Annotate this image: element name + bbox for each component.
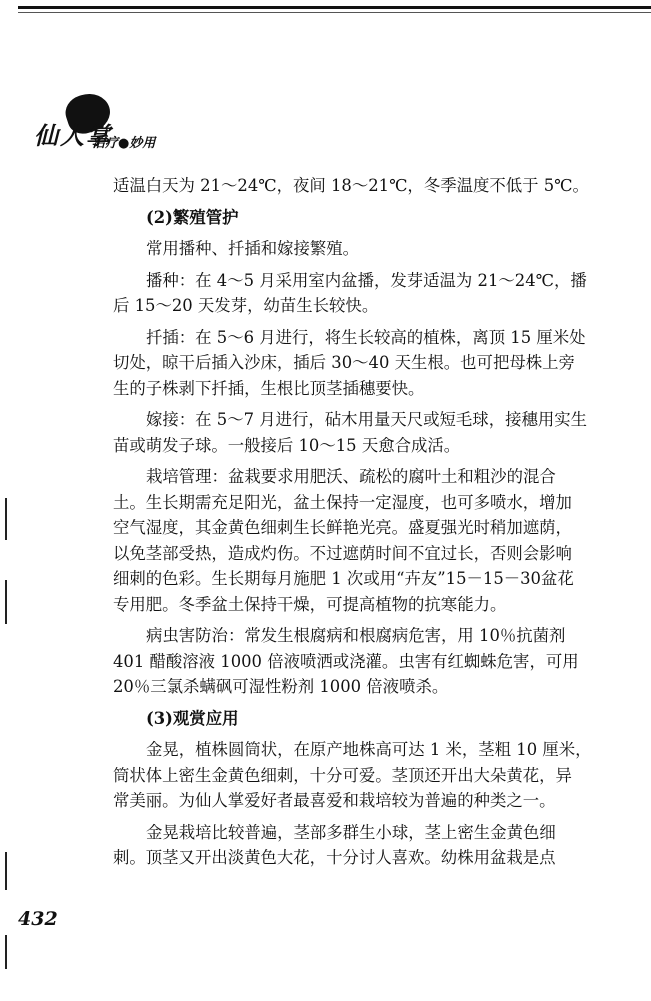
text-line: 病虫害防治：常发生根腐病和根腐病危害，用 10％抗菌剂	[146, 626, 566, 645]
text-line: 筒状体上密生金黄色细刺，十分可爱。茎顶还开出大朵黄花，异	[113, 765, 572, 785]
text-line: 土。生长期需充足阳光，盆土保持一定湿度，也可多喷水，增加	[113, 492, 572, 512]
text-line: 20％三氯杀螨砜可湿性粉剂 1000 倍液喷杀。	[113, 677, 449, 696]
paragraph	[113, 464, 593, 617]
text-line: 常用播种、扦插和嫁接繁殖。	[146, 239, 360, 258]
section-heading	[113, 205, 593, 231]
binding-edge-mark	[5, 935, 7, 969]
text-line: 刺。顶茎又开出淡黄色大花，十分讨人喜欢。幼株用盆栽是点	[113, 848, 556, 867]
text-line: 401 醋酸溶液 1000 倍液喷洒或浇灌。虫害有红蜘蛛危害，可用	[113, 651, 579, 671]
text-line: 扦插：在 5～6 月进行，将生长较高的植株，离顶 15 厘米处	[146, 327, 586, 347]
paragraph	[113, 820, 593, 871]
section-heading	[113, 706, 593, 732]
top-rule-thin	[18, 12, 651, 13]
paragraph	[113, 173, 593, 199]
binding-edge-mark	[5, 852, 7, 890]
text-line: 播种：在 4～5 月采用室内盆播，发芽适温为 21～24℃，播	[146, 270, 587, 290]
text-line: 常美丽。为仙人掌爱好者最喜爱和栽培较为普遍的种类之一。	[113, 791, 556, 810]
heading-propagation: (2)繁殖管护	[146, 207, 239, 227]
text-line: 金晃栽培比较普遍，茎部多群生小球，茎上密生金黄色细	[146, 822, 556, 842]
page-number: 432	[18, 908, 58, 930]
text-line: 以免茎部受热，造成灼伤。不过遮荫时间不宜过长，否则会影响	[113, 543, 572, 563]
paragraph	[113, 268, 593, 319]
heading-ornamental-use: (3)观赏应用	[146, 708, 239, 728]
paragraph	[113, 325, 593, 402]
book-title: 仙人掌	[34, 121, 112, 150]
binding-edge-mark	[5, 580, 7, 624]
page-body	[113, 173, 593, 877]
paragraph	[113, 737, 593, 814]
text-line: 金晃，植株圆筒状，在原产地株高可达 1 米，茎粗 10 厘米，	[146, 740, 592, 759]
text-line: 专用肥。冬季盆土保持干燥，可提高植物的抗寒能力。	[113, 594, 507, 614]
text-line: 后 15～20 天发芽，幼苗生长较快。	[113, 296, 379, 315]
book-header-logo	[14, 92, 214, 162]
text-line: 切处，晾干后插入沙床，插后 30～40 天生根。也可把母株上旁	[113, 353, 575, 372]
text-line: 嫁接：在 5～7 月进行，砧木用量天尺或短毛球，接穗用实生	[146, 410, 588, 429]
text-line: 苗或萌发子球。一般接后 10～15 天愈合成活。	[113, 435, 461, 455]
paragraph	[113, 623, 593, 700]
paragraph	[113, 236, 593, 262]
text-line: 生的子株剥下扦插，生根比顶茎插穗要快。	[113, 378, 425, 398]
text-line: 空气湿度，其金黄色细刺生长鲜艳光亮。盛夏强光时稍加遮荫，	[113, 518, 572, 537]
text-line: 细刺的色彩。生长期每月施肥 1 次或用“卉友”15－15－30盆花	[113, 569, 574, 588]
top-rule	[18, 6, 651, 9]
text-line: 适温白天为 21～24℃，夜间 18～21℃，冬季温度不低于 5℃。	[113, 176, 589, 195]
binding-edge-mark	[5, 498, 7, 540]
text-line: 栽培管理：盆栽要求用肥沃、疏松的腐叶土和粗沙的混合	[146, 467, 556, 486]
paragraph	[113, 407, 593, 458]
book-subtitle: 治疗●妙用	[92, 136, 156, 151]
